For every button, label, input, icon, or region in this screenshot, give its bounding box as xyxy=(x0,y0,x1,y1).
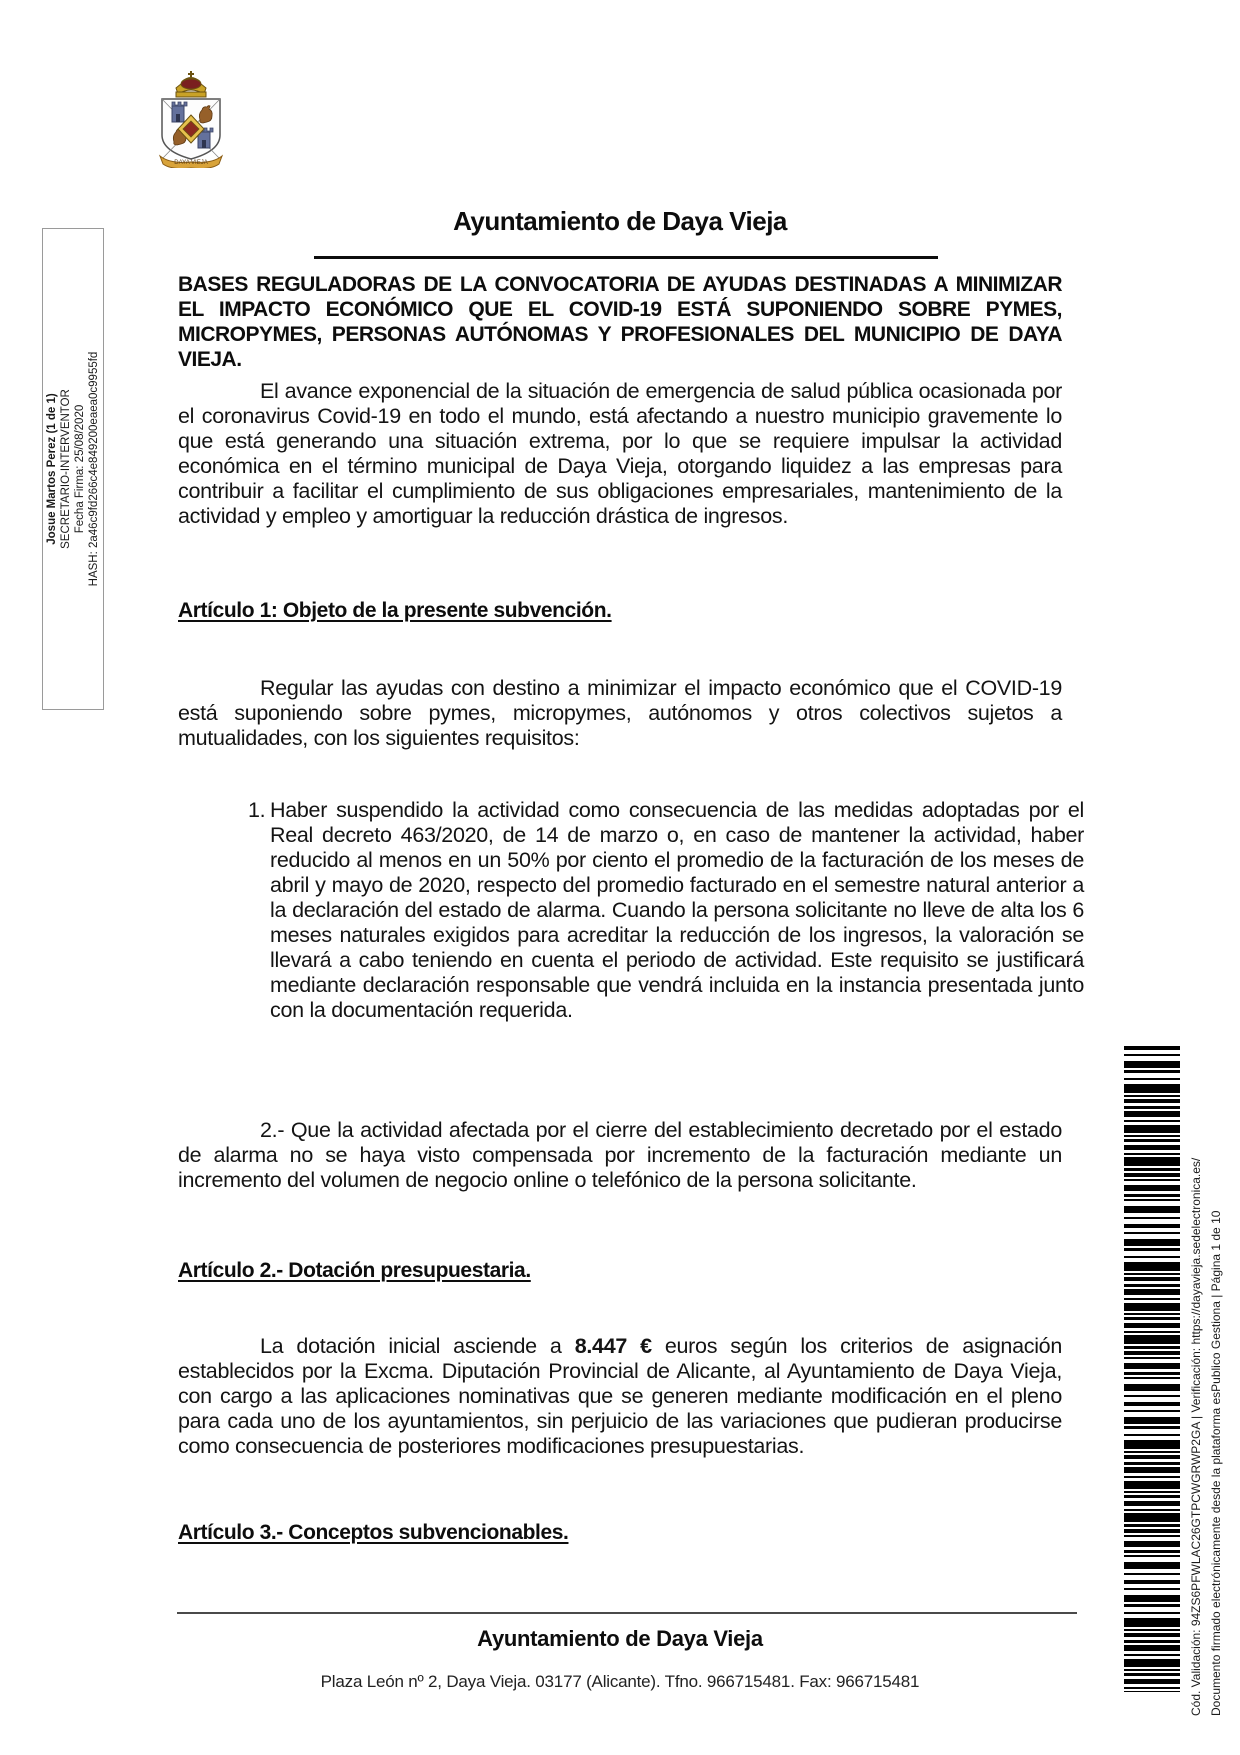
title-rule xyxy=(314,256,938,259)
shield xyxy=(162,99,220,159)
list-item-text: Haber suspendido la actividad como consecuencia de las medidas adoptadas por el Real decreto 463/2020, de 14 de marzo o, en caso de mantener la actividad, haber reducido al menos en un 50% por ciento el promedio de la facturación de los meses de abril y mayo de 2020, respecto del promedio facturado en el semestre natural anterior a la declaración del estado de alarma. Cuando la persona solicitante no lleve de alta los 6 meses naturales exigidos para acreditar la reducción de los ingresos, la valoración se llevará a cabo teniendo en cuenta el periodo de actividad. Este requisito se justificará mediante declaración responsable que vendrá incluida en la instancia presentada junto con la documentación requerida. xyxy=(270,798,1084,1022)
article-2-paragraph xyxy=(178,1334,1062,1459)
coat-of-arms-logo xyxy=(152,68,230,168)
article-1-paragraph: Regular las ayudas con destino a minimizar el impacto económico que el COVID-19 está suponiendo sobre pymes, micropymes, autónomos y otros colectivos sujetos a mutualidades, con los siguientes requisitos: xyxy=(178,676,1062,750)
article-1-clause-2: 2.- Que la actividad afectada por el cierre del establecimiento decretado por el estado de alarma no se haya visto compensada por incremento de la facturación mediante un incremento del volumen de negocio online o telefónico de la persona solicitante. xyxy=(178,1118,1062,1192)
validation-text-line-2: Documento firmado electrónicamente desde la plataforma esPublico Gestiona | Página 1 de 10 xyxy=(1209,1210,1223,1716)
signature-hash: HASH: 2a46c9fd266c4e849200eaea0c9955fd xyxy=(88,351,100,587)
footer-rule xyxy=(177,1612,1077,1614)
crown-icon xyxy=(176,71,206,97)
article-3-title: Artículo 3.- Conceptos subvencionables. xyxy=(178,1521,569,1544)
article-2-title: Artículo 2.- Dotación presupuestaria. xyxy=(178,1259,531,1282)
amount-value: 8.447 € xyxy=(574,1334,652,1358)
validation-text-block xyxy=(1186,1104,1232,1716)
document-heading: BASES REGULADORAS DE LA CONVOCATORIA DE AYUDAS DESTINADAS A MINIMIZAR EL IMPACTO ECONÓMICO QUE EL COVID-19 ESTÁ SUPONIENDO SOBRE PYMES, MICROPYMES, PERSONAS AUTÓNOMAS Y PROFESIONALES DEL MUNICIPIO DE DAYA VIEJA. xyxy=(178,273,1062,371)
list-item-1 xyxy=(248,798,1084,1023)
footer-address: Plaza León nº 2, Daya Vieja. 03177 (Alicante). Tfno. 966715481. Fax: 966715481 xyxy=(320,1672,920,1691)
barcode xyxy=(1124,1046,1180,1692)
page-title: Ayuntamiento de Daya Vieja xyxy=(453,206,787,236)
paragraph-text-before-amount: La dotación inicial asciende a xyxy=(260,1334,575,1358)
signature-box xyxy=(42,228,104,710)
signature-date: Fecha Firma: 25/08/2020 xyxy=(74,404,86,534)
list-item-number: 1. xyxy=(248,798,266,822)
validation-text-line-1: Cód. Validación: 94ZS6PFWLAC26GTPCWGRWP2GA | Verificación: https://dayavieja.sedelectronica.es/ xyxy=(1189,1157,1203,1716)
svg-text:DAYA VIEJA: DAYA VIEJA xyxy=(174,160,208,166)
signature-name: Josue Martos Perez (1 de 1) xyxy=(46,393,58,545)
article-1-title: Artículo 1: Objeto de la presente subvención. xyxy=(178,599,612,622)
intro-paragraph: El avance exponencial de la situación de emergencia de salud pública ocasionada por el coronavirus Covid-19 en todo el mundo, está afectando a nuestro municipio gravemente lo que está generando una situación extrema, por lo que se requiere impulsar la actividad económica en el término municipal de Daya Vieja, otorgando liquidez a las empresas para contribuir a facilitar el cumplimiento de sus obligaciones empresariales, mantenimiento de la actividad y empleo y amortiguar la reducción drástica de ingresos. xyxy=(178,379,1062,528)
footer-title: Ayuntamiento de Daya Vieja xyxy=(477,1626,763,1651)
signature-rotated-text xyxy=(44,229,102,709)
signature-role: SECRETARIO-INTERVENTOR xyxy=(60,389,72,549)
paragraph-text-after-amount: euros según los criterios de asignación establecidos por la Excma. Diputación Provincial de Alicante, al Ayuntamiento de Daya Vieja, con cargo a las aplicaciones nominativas que se generen mediante modificación en el pleno para cada uno de los ayuntamientos, sin perjuicio de las variaciones que pudieran producirse como consecuencia de posteriores modificaciones presupuestarias. xyxy=(178,1334,1062,1458)
coat-of-arms-graphic xyxy=(152,68,230,168)
